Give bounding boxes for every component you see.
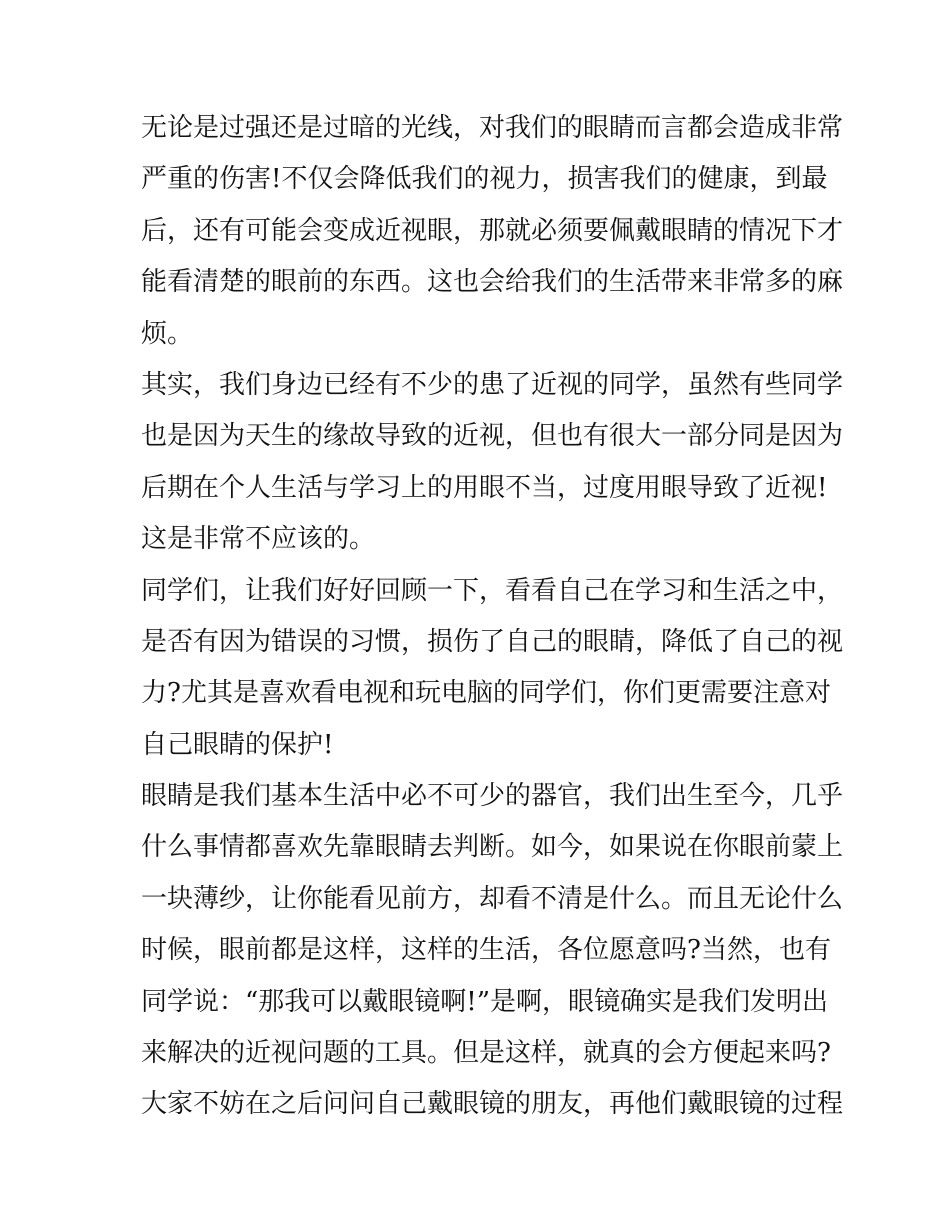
body-text (141, 103, 844, 1131)
text-line: 也是因为天生的缘故导致的近视，但也有很大一部分同是因为 (141, 421, 844, 452)
text-line: 能看清楚的眼前的东西。这也会给我们的生活带来非常多的麻 (141, 267, 844, 298)
text-line: 一块薄纱，让你能看见前方，却看不清是什么。而且无论什么 (141, 883, 844, 914)
text-line: 严重的伤害!不仅会降低我们的视力，损害我们的健康，到最 (141, 164, 828, 195)
text-line: 后，还有可能会变成近视眼，那就必须要佩戴眼睛的情况下才 (141, 215, 844, 246)
text-line: 同学们，让我们好好回顾一下，看看自己在学习和生活之中， (141, 575, 844, 606)
text-line: 同学说：“那我可以戴眼镜啊!”是啊，眼镜确实是我们发明出 (141, 986, 829, 1017)
text-line: 来解决的近视问题的工具。但是这样，就真的会方便起来吗? (141, 1038, 831, 1069)
text-line: 眼睛是我们基本生活中必不可少的器官，我们出生至今，几乎 (141, 781, 844, 812)
text-line: 时候，眼前都是这样，这样的生活，各位愿意吗?当然，也有 (141, 935, 831, 966)
text-line: 这是非常不应该的。 (141, 524, 376, 555)
text-line: 大家不妨在之后问问自己戴眼镜的朋友，再他们戴眼镜的过程 (141, 1089, 844, 1120)
text-line: 其实，我们身边已经有不少的患了近视的同学，虽然有些同学 (141, 369, 844, 400)
text-line: 力?尤其是喜欢看电视和玩电脑的同学们，你们更需要注意对 (141, 678, 831, 709)
text-line: 自己眼睛的保护! (141, 729, 334, 760)
text-line: 无论是过强还是过暗的光线，对我们的眼睛而言都会造成非常 (141, 113, 844, 143)
text-line: 后期在个人生活与学习上的用眼不当，过度用眼导致了近视! (141, 472, 828, 503)
text-line: 是否有因为错误的习惯，损伤了自己的眼睛，降低了自己的视 (141, 626, 844, 657)
text-line: 什么事情都喜欢先靠眼睛去判断。如今，如果说在你眼前蒙上 (141, 832, 844, 863)
text-line: 烦。 (141, 318, 194, 349)
